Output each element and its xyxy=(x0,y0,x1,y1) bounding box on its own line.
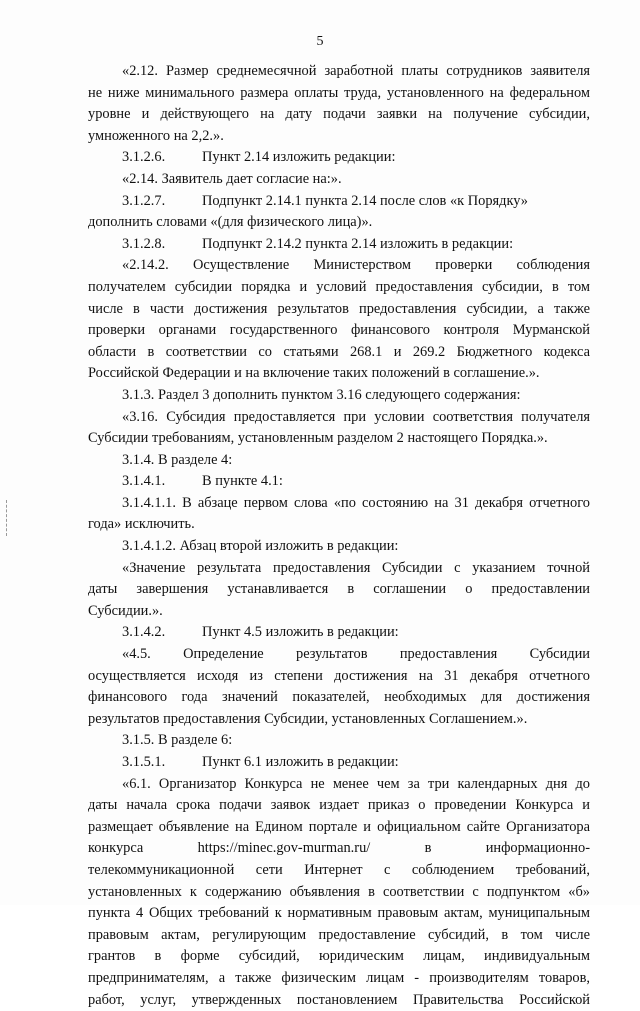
text-line xyxy=(88,126,590,148)
text-line xyxy=(88,666,590,688)
line-text: Пункт 4.5 изложить в редакции: xyxy=(202,624,399,641)
line-text: телекоммуникационной сети Интернет с соблюдением требований, xyxy=(88,861,590,878)
text-line xyxy=(88,730,590,752)
line-text: года» исключить. xyxy=(88,516,195,533)
text-line xyxy=(88,450,590,472)
text-line xyxy=(88,493,590,515)
text-line xyxy=(88,860,590,882)
text-line xyxy=(88,990,590,1011)
text-line xyxy=(88,622,590,644)
line-text: 3.1.3. Раздел 3 дополнить пунктом 3.16 следующего содержания: xyxy=(122,386,521,403)
text-line xyxy=(88,428,590,450)
line-text: «2.14. Заявитель дает согласие на:». xyxy=(122,170,342,187)
text-line xyxy=(88,882,590,904)
text-line xyxy=(88,752,590,774)
text-line xyxy=(88,946,590,968)
text-line xyxy=(88,169,590,191)
text-line xyxy=(88,601,590,623)
line-text: установленных к содержанию объявления в соответствии с подпунктом «б» xyxy=(88,883,590,900)
text-line xyxy=(88,795,590,817)
line-text: 3.1.4.1.2. Абзац второй изложить в редакции: xyxy=(122,538,399,555)
line-text: 3.1.4. В разделе 4: xyxy=(122,451,233,468)
line-text: уровне и действующего на дату подачи заявки на получение субсидии, xyxy=(88,106,590,123)
text-line xyxy=(88,407,590,429)
clause-number: 3.1.4.1. xyxy=(122,473,166,490)
text-line xyxy=(88,147,590,169)
line-text: получателем субсидии порядка и условий предоставления субсидии, в том xyxy=(88,278,590,295)
line-text: размещает объявление на Едином портале и официальном сайте Организатора xyxy=(88,818,590,835)
text-line xyxy=(88,903,590,925)
line-text: умноженного на 2,2.». xyxy=(88,127,224,144)
line-text: числе в части достижения результатов предоставления субсидии, а также xyxy=(88,300,590,317)
line-text: даты завершения устанавливается в соглашении о предоставлении xyxy=(88,581,590,598)
text-line xyxy=(88,579,590,601)
line-text: Подпункт 2.14.2 пункта 2.14 изложить в редакции: xyxy=(202,235,514,252)
text-line xyxy=(88,514,590,536)
line-text: В пункте 4.1: xyxy=(202,473,283,490)
line-text: дополнить словами «(для физического лица)». xyxy=(88,214,373,231)
line-text: работ, услуг, утвержденных постановлением Правительства Российской xyxy=(88,991,590,1008)
page-number: 5 xyxy=(316,34,324,49)
line-text: грантов в форме субсидий, юридическим лицам, индивидуальным xyxy=(88,948,590,965)
scan-edge-mark xyxy=(6,500,9,536)
text-line xyxy=(88,687,590,709)
line-text: «6.1. Организатор Конкурса не менее чем за три календарных дня до xyxy=(122,775,590,792)
text-line xyxy=(88,277,590,299)
line-text: Пункт 6.1 изложить в редакции: xyxy=(202,754,399,770)
line-text: результатов предоставления Субсидии, установленных Соглашением.». xyxy=(88,710,528,727)
document-body xyxy=(88,61,590,1011)
text-line xyxy=(88,299,590,321)
line-text: осуществляется исходя из степени достижения на 31 декабря отчетного xyxy=(88,667,590,684)
clause-number: 3.1.2.7. xyxy=(122,192,166,209)
line-text: Субсидии требованиям, установленным разделом 2 настоящего Порядка.». xyxy=(88,430,548,447)
text-line xyxy=(88,234,590,256)
line-text: «4.5. Определение результатов предоставления Субсидии xyxy=(122,646,590,663)
text-line xyxy=(88,644,590,666)
text-line xyxy=(88,968,590,990)
line-text: Российской Федерации и на включение таких положений в соглашение.». xyxy=(88,365,540,382)
text-line xyxy=(88,61,590,83)
text-line xyxy=(88,104,590,126)
clause-number: 3.1.4.2. xyxy=(122,624,166,641)
line-text: даты начала срока подачи заявок издает приказ о проведении Конкурса и xyxy=(88,797,590,814)
text-line xyxy=(88,363,590,385)
line-text: финансового года значений показателей, необходимых для достижения xyxy=(88,689,590,706)
text-line xyxy=(88,191,590,213)
line-text: Пункт 2.14 изложить редакции: xyxy=(202,149,396,166)
text-line xyxy=(88,212,590,234)
line-text: пункта 4 Общих требований к нормативным правовым актам, муниципальным xyxy=(88,905,590,922)
line-text: 3.1.5. В разделе 6: xyxy=(122,732,233,749)
text-line xyxy=(88,255,590,277)
line-text: проверки органами государственного финансового контроля Мурманской xyxy=(88,322,590,339)
clause-number: 3.1.5.1. xyxy=(122,754,166,770)
line-text: «2.12. Размер среднемесячной заработной платы сотрудников заявителя xyxy=(122,63,590,79)
line-text: «2.14.2. Осуществление Министерством проверки соблюдения xyxy=(122,257,590,274)
line-text: не ниже минимального размера оплаты труда, установленного на федеральном xyxy=(88,84,590,101)
line-text: «3.16. Субсидия предоставляется при условии соответствия получателя xyxy=(122,408,590,425)
text-line xyxy=(88,838,590,860)
text-line xyxy=(88,709,590,731)
text-line xyxy=(88,320,590,342)
text-line xyxy=(88,385,590,407)
clause-number: 3.1.2.8. xyxy=(122,235,166,252)
text-line xyxy=(88,342,590,364)
line-text: Подпункт 2.14.1 пункта 2.14 после слов «к Порядку» xyxy=(202,192,528,209)
text-line xyxy=(88,83,590,105)
line-text: Субсидии.». xyxy=(88,602,163,619)
text-line xyxy=(88,925,590,947)
line-text: предпринимателям, а также физическим лицам - производителям товаров, xyxy=(88,969,590,986)
text-line xyxy=(88,817,590,839)
line-text: «Значение результата предоставления Субсидии с указанием точной xyxy=(122,559,590,576)
clause-number: 3.1.2.6. xyxy=(122,149,166,166)
text-line xyxy=(88,471,590,493)
line-text: конкурса https://minec.gov-murman.ru/ в информационно- xyxy=(88,840,590,857)
line-text: области в соответствии со статьями 268.1 и 269.2 Бюджетного кодекса xyxy=(88,343,590,360)
line-text: 3.1.4.1.1. В абзаце первом слова «по состоянию на 31 декабря отчетного xyxy=(122,494,590,511)
text-line xyxy=(88,774,590,796)
text-line xyxy=(88,558,590,580)
line-text: правовым актам, регулирующим предоставление субсидий, в том числе xyxy=(88,926,590,943)
text-line xyxy=(88,536,590,558)
